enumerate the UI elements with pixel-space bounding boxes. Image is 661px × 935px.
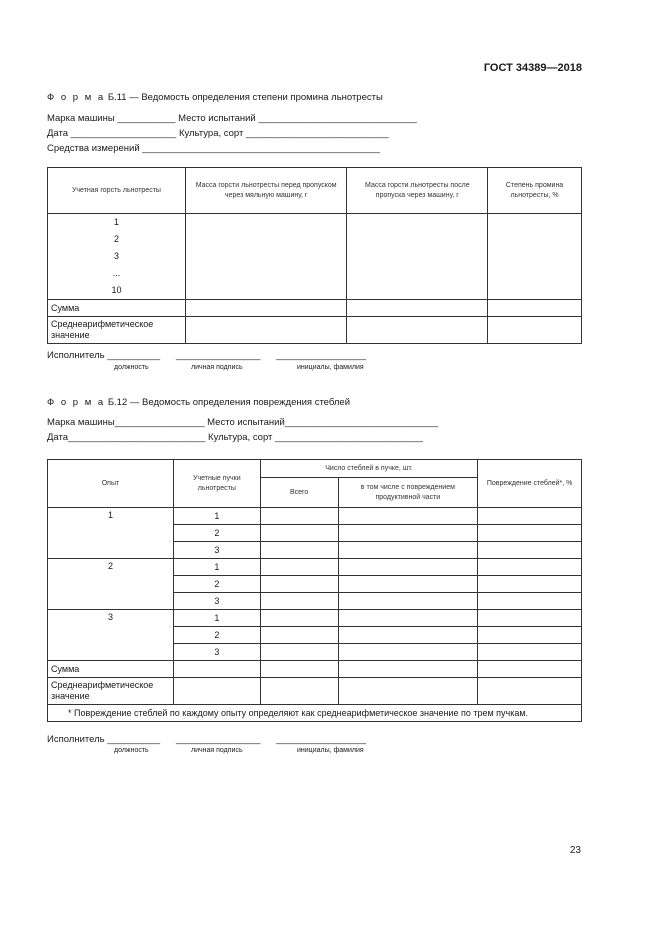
data-cell[interactable] xyxy=(338,525,478,542)
data-cell[interactable] xyxy=(478,678,582,705)
data-cell[interactable] xyxy=(478,644,582,661)
data-cell[interactable] xyxy=(338,559,478,576)
header-damage: Повреждение стеблей*, % xyxy=(478,460,582,508)
bunch-number: 1 xyxy=(173,508,260,525)
bunch-number: 1 xyxy=(173,610,260,627)
form11-position-caption: должность xyxy=(114,364,149,371)
header-damaged: в том числе с повреждением продуктивной части xyxy=(338,478,478,508)
data-cell[interactable] xyxy=(347,317,488,344)
bunch-number: 3 xyxy=(173,593,260,610)
data-cell[interactable] xyxy=(338,627,478,644)
data-cell[interactable] xyxy=(185,317,347,344)
data-cell[interactable] xyxy=(260,542,338,559)
data-cell[interactable] xyxy=(338,678,478,705)
data-cell[interactable] xyxy=(185,214,347,300)
mean-label: Среднеарифметическое значение xyxy=(48,317,186,344)
form11-signature-caption: личная подпись xyxy=(191,364,243,371)
table-row: 2 xyxy=(113,234,119,244)
header-degree: Степень промина льнотресты, % xyxy=(488,168,582,214)
header-bunches: Учетные пучки льнотресты xyxy=(173,460,260,508)
table-footnote: * Повреждение стеблей по каждому опыту определяют как среднеарифметическое значение по трем пучкам. xyxy=(48,705,582,722)
data-cell[interactable] xyxy=(260,593,338,610)
bunch-list-cell xyxy=(48,214,186,300)
form11-date-line: Дата ____________________ Культура, сорт ___________________________ xyxy=(47,128,389,139)
header-total: Всего xyxy=(260,478,338,508)
bunch-number: 3 xyxy=(173,542,260,559)
table-row: 1 xyxy=(113,217,119,227)
data-cell[interactable] xyxy=(338,542,478,559)
header-experiment: Опыт xyxy=(48,460,174,508)
table-row: 10 xyxy=(111,285,122,295)
page-number: 23 xyxy=(569,845,581,856)
mean-label: Среднеарифметическое значение xyxy=(48,678,174,705)
data-cell[interactable] xyxy=(260,576,338,593)
data-cell[interactable] xyxy=(478,508,582,525)
data-cell[interactable] xyxy=(478,576,582,593)
sum-label: Сумма xyxy=(48,661,174,678)
data-cell[interactable] xyxy=(338,508,478,525)
form12-signature-caption: личная подпись xyxy=(191,747,243,754)
form12-position-caption: должность xyxy=(114,747,149,754)
data-cell[interactable] xyxy=(488,300,582,317)
form12-name-caption: инициалы, фамилия xyxy=(297,747,364,754)
bunch-number: 3 xyxy=(173,644,260,661)
form12-title: Ф о р м а Б.12 — Ведомость определения повреждения стеблей xyxy=(47,397,351,408)
data-cell[interactable] xyxy=(185,300,347,317)
data-cell[interactable] xyxy=(478,542,582,559)
data-cell[interactable] xyxy=(260,525,338,542)
data-cell[interactable] xyxy=(338,593,478,610)
data-cell[interactable] xyxy=(478,559,582,576)
data-cell[interactable] xyxy=(260,610,338,627)
form12-date-line: Дата__________________________ Культура, сорт ____________________________ xyxy=(47,432,423,443)
data-cell[interactable] xyxy=(488,317,582,344)
sum-label: Сумма xyxy=(48,300,186,317)
form12-machine-line: Марка машины_________________ Место испытаний_____________________________ xyxy=(47,417,439,428)
data-cell[interactable] xyxy=(338,610,478,627)
data-cell[interactable] xyxy=(173,678,260,705)
form11-name-caption: инициалы, фамилия xyxy=(297,364,364,371)
bunch-number: 2 xyxy=(173,627,260,644)
table-row: 3 xyxy=(113,251,119,261)
data-cell[interactable] xyxy=(260,678,338,705)
experiment-id: 3 xyxy=(48,610,174,661)
data-cell[interactable] xyxy=(338,661,478,678)
data-cell[interactable] xyxy=(338,576,478,593)
bunch-number: 1 xyxy=(173,559,260,576)
bunch-number: 2 xyxy=(173,525,260,542)
form11-title: Ф о р м а Б.11 — Ведомость определения степени промина льнотресты xyxy=(47,92,383,103)
form12-table xyxy=(47,459,582,722)
form12-signature-line: Исполнитель __________ ________________ _________________ xyxy=(47,734,367,745)
data-cell[interactable] xyxy=(260,627,338,644)
form11-signature-line: Исполнитель __________ ________________ _________________ xyxy=(47,350,367,361)
form11-machine-line: Марка машины ___________ Место испытаний ______________________________ xyxy=(47,113,417,124)
data-cell[interactable] xyxy=(260,644,338,661)
data-cell[interactable] xyxy=(478,525,582,542)
data-cell[interactable] xyxy=(347,214,488,300)
form11-table xyxy=(47,167,582,344)
data-cell[interactable] xyxy=(347,300,488,317)
form11-instruments-line: Средства измерений _____________________________________________ xyxy=(47,143,381,154)
bunch-number: 2 xyxy=(173,576,260,593)
standard-number: ГОСТ 34389—2018 xyxy=(483,62,582,74)
header-stem-count: Число стеблей в пучке, шт. xyxy=(260,460,477,478)
table-row: ... xyxy=(112,268,121,278)
data-cell[interactable] xyxy=(478,610,582,627)
header-mass-after: Масса горсти льнотресты после пропуска через машину, г xyxy=(347,168,488,214)
data-cell[interactable] xyxy=(173,661,260,678)
data-cell[interactable] xyxy=(478,661,582,678)
data-cell[interactable] xyxy=(478,593,582,610)
data-cell[interactable] xyxy=(260,508,338,525)
data-cell[interactable] xyxy=(478,627,582,644)
data-cell[interactable] xyxy=(260,559,338,576)
data-cell[interactable] xyxy=(260,661,338,678)
data-cell[interactable] xyxy=(488,214,582,300)
experiment-id: 1 xyxy=(48,508,174,559)
experiment-id: 2 xyxy=(48,559,174,610)
header-mass-before: Масса горсти льнотресты перед пропуском через мяльную машину, г xyxy=(185,168,347,214)
data-cell[interactable] xyxy=(338,644,478,661)
header-bunch: Учетная горсть льнотресты xyxy=(48,168,186,214)
